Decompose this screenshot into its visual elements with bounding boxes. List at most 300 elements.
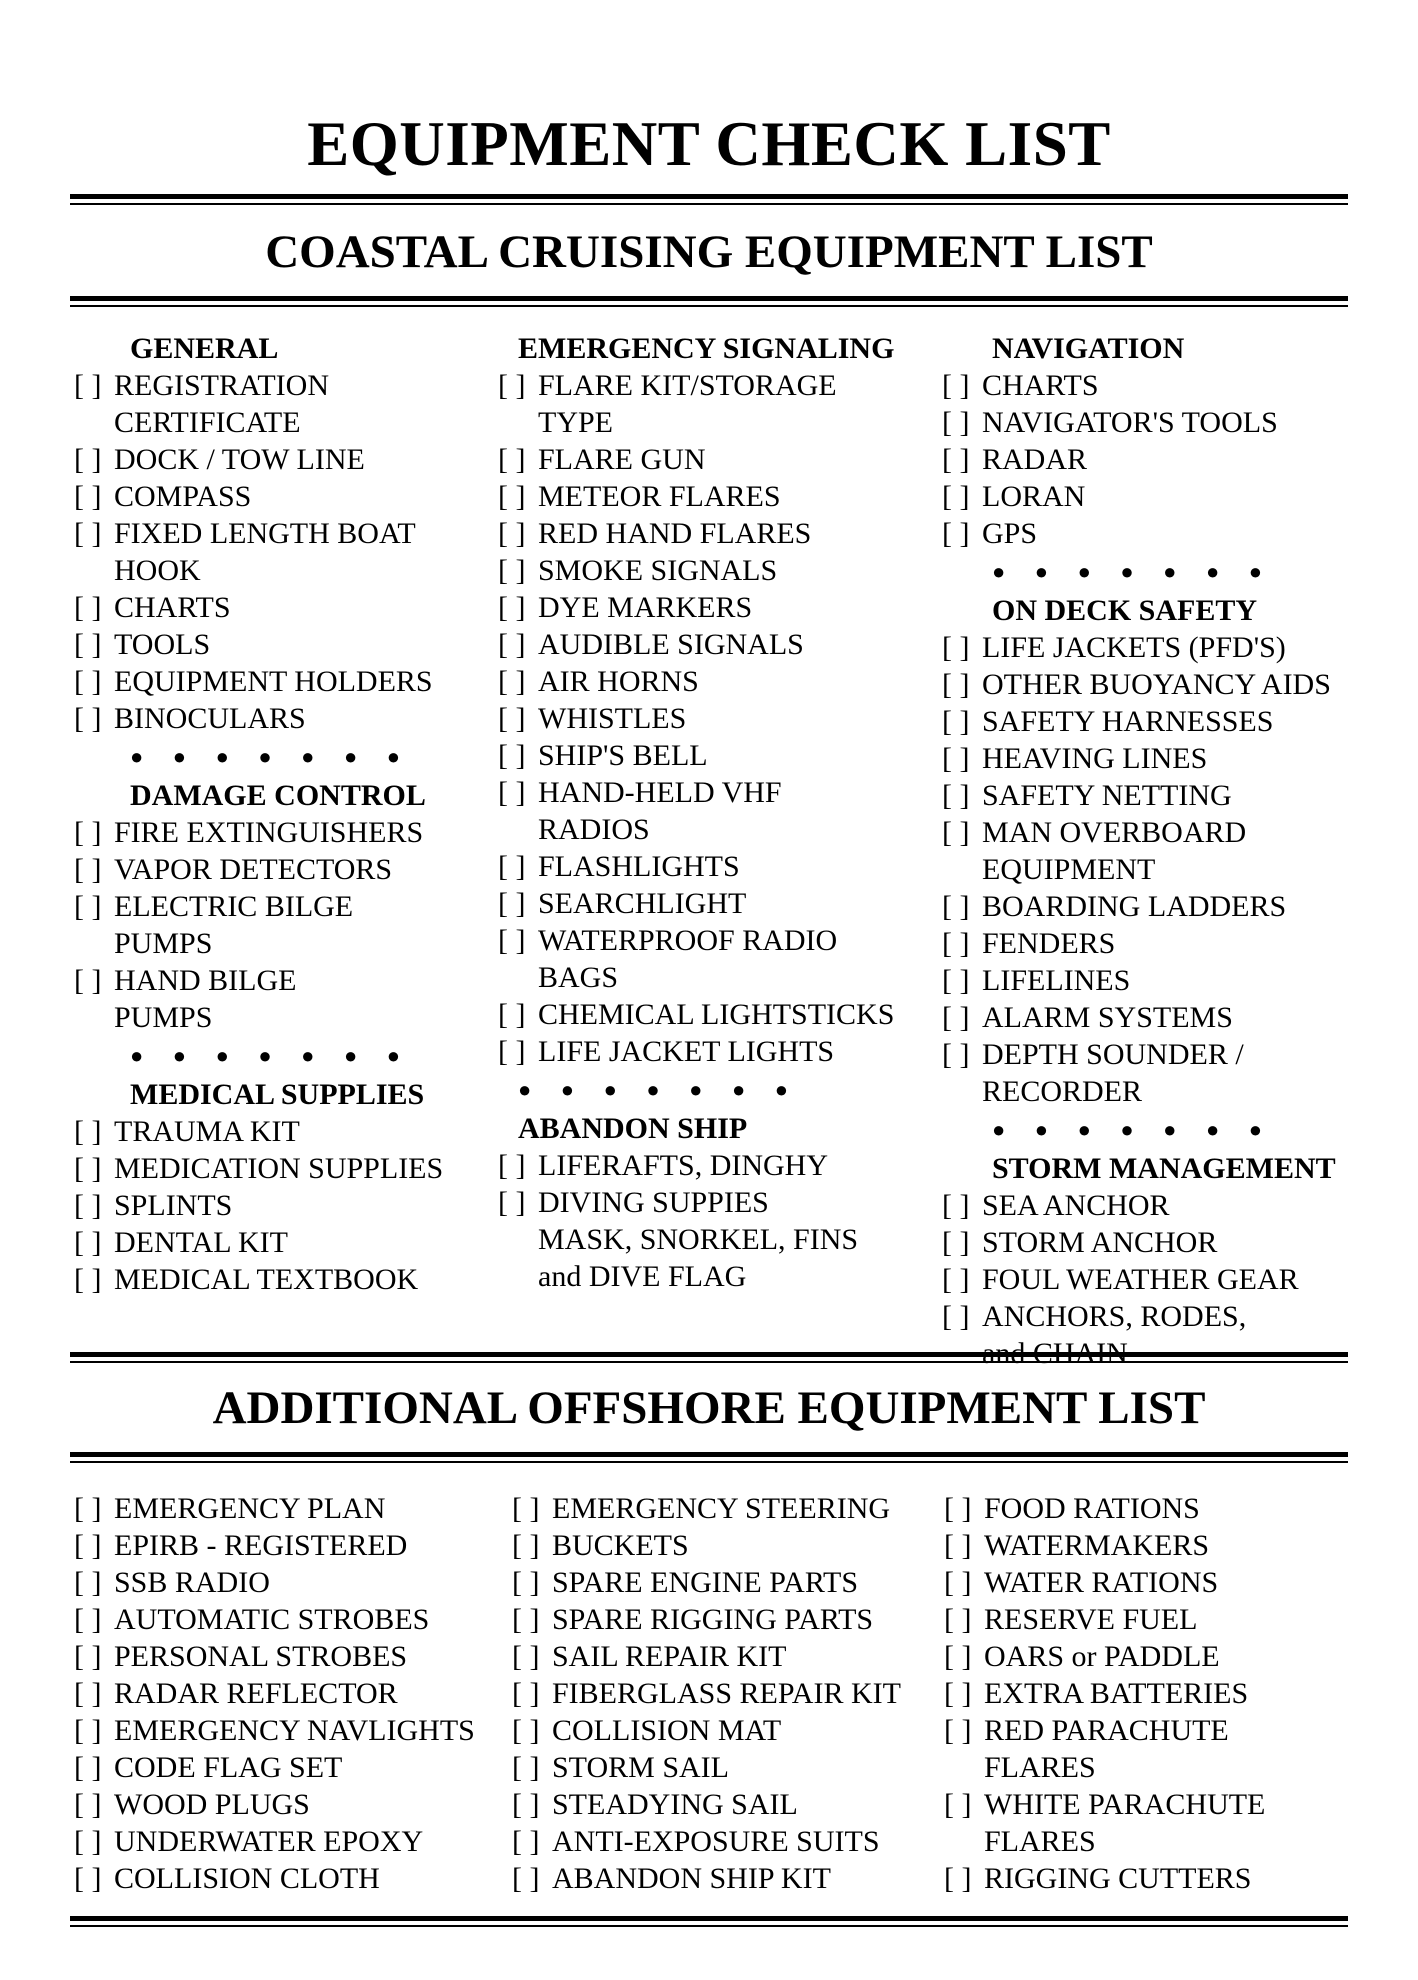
item-label: MAN OVERBOARD — [982, 816, 1247, 849]
checklist-item — [942, 925, 1336, 962]
checklist-item — [512, 1490, 901, 1527]
checkbox[interactable]: [ ] — [74, 890, 102, 923]
checklist-item — [74, 851, 443, 888]
checkbox[interactable]: [ ] — [74, 369, 102, 402]
coastal-column-3 — [942, 330, 1336, 1372]
item-label: FIRE EXTINGUISHERS — [114, 816, 424, 849]
offshore-column-3 — [944, 1490, 1265, 1897]
checkbox[interactable]: [ ] — [74, 443, 102, 476]
checkbox[interactable]: [ ] — [944, 1788, 972, 1821]
checkbox[interactable]: [ ] — [74, 1751, 102, 1784]
checklist-item — [74, 626, 443, 663]
section-heading: DAMAGE CONTROL — [130, 779, 426, 812]
checklist-item — [512, 1675, 901, 1712]
checklist-item — [498, 515, 894, 552]
item-label: SEARCHLIGHT — [538, 887, 747, 920]
checkbox[interactable]: [ ] — [942, 406, 970, 439]
item-label: GPS — [982, 517, 1038, 550]
item-label-continued: and DIVE FLAG — [538, 1260, 747, 1293]
checkbox[interactable]: [ ] — [498, 517, 526, 550]
item-label: EQUIPMENT HOLDERS — [114, 665, 433, 698]
offshore-divider-thin — [70, 1461, 1348, 1463]
item-label-continued: PUMPS — [114, 1001, 213, 1034]
coastal-divider — [70, 296, 1348, 301]
checkbox[interactable]: [ ] — [512, 1751, 540, 1784]
checklist-item — [74, 1823, 475, 1860]
offshore-divider-top — [70, 1352, 1348, 1357]
checkbox[interactable]: [ ] — [512, 1603, 540, 1636]
checklist-item — [942, 441, 1336, 478]
item-label: METEOR FLARES — [538, 480, 781, 513]
item-label: COLLISION CLOTH — [114, 1862, 380, 1895]
checklist-item — [498, 885, 894, 922]
checklist-item — [74, 1675, 475, 1712]
item-label: LIFERAFTS, DINGHY — [538, 1149, 829, 1182]
item-label: EMERGENCY PLAN — [114, 1492, 386, 1525]
checklist-item — [942, 999, 1336, 1036]
checkbox[interactable]: [ ] — [74, 628, 102, 661]
checklist-item — [944, 1860, 1265, 1897]
checkbox[interactable]: [ ] — [498, 924, 526, 957]
offshore-section-title: ADDITIONAL OFFSHORE EQUIPMENT LIST — [212, 1382, 1206, 1434]
section-heading: EMERGENCY SIGNALING — [518, 332, 895, 365]
checkbox[interactable]: [ ] — [942, 668, 970, 701]
item-label: FOOD RATIONS — [984, 1492, 1200, 1525]
section-heading: GENERAL — [130, 332, 279, 365]
checklist-item — [74, 441, 443, 478]
item-label: WATER RATIONS — [984, 1566, 1219, 1599]
offshore-divider-top-thin — [70, 1361, 1348, 1363]
checklist-item — [512, 1601, 901, 1638]
item-label: RADAR — [982, 443, 1088, 476]
checklist-item — [74, 1860, 475, 1897]
bottom-divider — [70, 1916, 1348, 1921]
item-label: DYE MARKERS — [538, 591, 753, 624]
checkbox[interactable]: [ ] — [512, 1788, 540, 1821]
item-label: CHARTS — [982, 369, 1099, 402]
checklist-item — [512, 1786, 901, 1823]
checkbox[interactable]: [ ] — [942, 369, 970, 402]
checklist-item — [498, 367, 894, 441]
checkbox[interactable]: [ ] — [74, 1492, 102, 1525]
checklist-item — [942, 740, 1336, 777]
checklist-item — [942, 777, 1336, 814]
checkbox[interactable]: [ ] — [942, 816, 970, 849]
checkbox[interactable]: [ ] — [74, 1115, 102, 1148]
item-label: RADAR REFLECTOR — [114, 1677, 398, 1710]
item-label: WATERPROOF RADIO — [538, 924, 838, 957]
item-label-continued: FLARES — [984, 1751, 1096, 1784]
item-label: EMERGENCY STEERING — [552, 1492, 891, 1525]
checkbox[interactable]: [ ] — [944, 1566, 972, 1599]
checklist-item — [498, 922, 894, 996]
item-label-continued: and CHAIN — [982, 1337, 1128, 1370]
checklist-item — [942, 478, 1336, 515]
checklist-item — [498, 700, 894, 737]
checkbox[interactable]: [ ] — [942, 779, 970, 812]
checkbox[interactable]: [ ] — [498, 702, 526, 735]
checkbox[interactable]: [ ] — [942, 1038, 970, 1071]
checklist-item — [942, 666, 1336, 703]
checklist-item — [944, 1712, 1265, 1786]
checklist-item — [512, 1638, 901, 1675]
checkbox[interactable]: [ ] — [942, 742, 970, 775]
item-label: UNDERWATER EPOXY — [114, 1825, 424, 1858]
checklist-item — [512, 1564, 901, 1601]
item-label: LIFE JACKETS (PFD'S) — [982, 631, 1286, 664]
item-label: ANCHORS, RODES, — [982, 1300, 1247, 1333]
item-label-continued: EQUIPMENT — [982, 853, 1156, 886]
checklist-item — [944, 1527, 1265, 1564]
checkbox[interactable]: [ ] — [74, 816, 102, 849]
checklist-item — [74, 1261, 443, 1298]
checklist-item — [942, 888, 1336, 925]
checkbox[interactable]: [ ] — [512, 1714, 540, 1747]
item-label: BUCKETS — [552, 1529, 689, 1562]
item-label: HAND BILGE — [114, 964, 297, 997]
checklist-item — [498, 441, 894, 478]
checklist-item — [512, 1527, 901, 1564]
checkbox[interactable]: [ ] — [942, 517, 970, 550]
item-label: STORM ANCHOR — [982, 1226, 1218, 1259]
checkbox[interactable]: [ ] — [74, 1862, 102, 1895]
checkbox[interactable]: [ ] — [942, 1001, 970, 1034]
checklist-item — [74, 1150, 443, 1187]
item-label: BOARDING LADDERS — [982, 890, 1287, 923]
item-label-continued: MASK, SNORKEL, FINS — [538, 1223, 859, 1256]
checkbox[interactable]: [ ] — [498, 1186, 526, 1219]
checkbox[interactable]: [ ] — [942, 890, 970, 923]
page-title: EQUIPMENT CHECK LIST — [307, 109, 1111, 179]
checkbox[interactable]: [ ] — [74, 1189, 102, 1222]
checklist-item — [942, 1224, 1336, 1261]
checklist-item — [74, 1527, 475, 1564]
checklist-item — [512, 1860, 901, 1897]
item-label: LORAN — [982, 480, 1086, 513]
coastal-column-2 — [498, 330, 894, 1295]
item-label: SPLINTS — [114, 1189, 233, 1222]
section-separator-dots: ● ● ● ● ● ● ● — [518, 1077, 801, 1102]
item-label: WOOD PLUGS — [114, 1788, 310, 1821]
checklist-item — [944, 1601, 1265, 1638]
item-label: SMOKE SIGNALS — [538, 554, 778, 587]
checklist-item — [942, 703, 1336, 740]
checkbox[interactable]: [ ] — [498, 1035, 526, 1068]
checkbox[interactable]: [ ] — [944, 1862, 972, 1895]
checkbox[interactable]: [ ] — [942, 1300, 970, 1333]
item-label: MEDICATION SUPPLIES — [114, 1152, 444, 1185]
checkbox[interactable]: [ ] — [944, 1603, 972, 1636]
item-label: DENTAL KIT — [114, 1226, 288, 1259]
checklist-item — [942, 1261, 1336, 1298]
item-label-continued: TYPE — [538, 406, 613, 439]
item-label: BINOCULARS — [114, 702, 306, 735]
checkbox[interactable]: [ ] — [942, 705, 970, 738]
item-label: COLLISION MAT — [552, 1714, 782, 1747]
checkbox[interactable]: [ ] — [498, 480, 526, 513]
item-label: WHITE PARACHUTE — [984, 1788, 1266, 1821]
checkbox[interactable]: [ ] — [512, 1566, 540, 1599]
item-label-continued: HOOK — [114, 554, 201, 587]
section-separator-dots: ● ● ● ● ● ● ● — [992, 559, 1275, 584]
checklist-item — [942, 629, 1336, 666]
checkbox[interactable]: [ ] — [944, 1492, 972, 1525]
checklist-item — [512, 1712, 901, 1749]
item-label: LIFELINES — [982, 964, 1131, 997]
checklist-item — [498, 996, 894, 1033]
checklist-item — [498, 626, 894, 663]
checklist-item — [498, 663, 894, 700]
checklist-item — [944, 1786, 1265, 1860]
checklist-item — [944, 1564, 1265, 1601]
checkbox[interactable]: [ ] — [498, 739, 526, 772]
item-label: CODE FLAG SET — [114, 1751, 343, 1784]
checkbox[interactable]: [ ] — [512, 1677, 540, 1710]
item-label: MEDICAL TEXTBOOK — [114, 1263, 419, 1296]
checklist-item — [74, 814, 443, 851]
checklist-item — [944, 1638, 1265, 1675]
checklist-item — [74, 700, 443, 737]
item-label-continued: FLARES — [984, 1825, 1096, 1858]
item-label: ELECTRIC BILGE — [114, 890, 354, 923]
item-label: SAFETY NETTING — [982, 779, 1232, 812]
item-label: DIVING SUPPIES — [538, 1186, 769, 1219]
checkbox[interactable]: [ ] — [74, 665, 102, 698]
item-label: SSB RADIO — [114, 1566, 270, 1599]
checkbox[interactable]: [ ] — [74, 1263, 102, 1296]
bottom-divider-thin — [70, 1925, 1348, 1927]
item-label: EMERGENCY NAVLIGHTS — [114, 1714, 475, 1747]
checkbox[interactable]: [ ] — [944, 1529, 972, 1562]
checkbox[interactable]: [ ] — [512, 1492, 540, 1525]
checkbox[interactable]: [ ] — [942, 964, 970, 997]
checklist-item — [942, 1187, 1336, 1224]
checklist-item — [74, 589, 443, 626]
checkbox[interactable]: [ ] — [498, 776, 526, 809]
item-label: RIGGING CUTTERS — [984, 1862, 1252, 1895]
checklist-item — [512, 1749, 901, 1786]
item-label: REGISTRATION — [114, 369, 329, 402]
item-label-continued: RADIOS — [538, 813, 650, 846]
item-label: HAND-HELD VHF — [538, 776, 782, 809]
item-label: SPARE ENGINE PARTS — [552, 1566, 859, 1599]
item-label: HEAVING LINES — [982, 742, 1208, 775]
checkbox[interactable]: [ ] — [942, 631, 970, 664]
checkbox[interactable]: [ ] — [74, 853, 102, 886]
checkbox[interactable]: [ ] — [942, 480, 970, 513]
checkbox[interactable]: [ ] — [74, 1825, 102, 1858]
checkbox[interactable]: [ ] — [942, 1263, 970, 1296]
item-label-continued: PUMPS — [114, 927, 213, 960]
checklist-item — [74, 1786, 475, 1823]
item-label: COMPASS — [114, 480, 252, 513]
checklist-item — [942, 962, 1336, 999]
checklist-item — [512, 1823, 901, 1860]
checkbox[interactable]: [ ] — [74, 1152, 102, 1185]
checkbox[interactable]: [ ] — [498, 628, 526, 661]
checklist-item — [74, 1601, 475, 1638]
checklist-item — [74, 1187, 443, 1224]
checklist-item — [74, 1712, 475, 1749]
item-label: RED HAND FLARES — [538, 517, 812, 550]
checkbox[interactable]: [ ] — [74, 591, 102, 624]
item-label: AUDIBLE SIGNALS — [538, 628, 804, 661]
checkbox[interactable]: [ ] — [498, 850, 526, 883]
item-label-continued: CERTIFICATE — [114, 406, 301, 439]
item-label: OTHER BUOYANCY AIDS — [982, 668, 1331, 701]
item-label: FIBERGLASS REPAIR KIT — [552, 1677, 901, 1710]
item-label: FLASHLIGHTS — [538, 850, 740, 883]
checkbox[interactable]: [ ] — [498, 591, 526, 624]
checkbox[interactable]: [ ] — [512, 1825, 540, 1858]
checkbox[interactable]: [ ] — [498, 1149, 526, 1182]
item-label-continued: BAGS — [538, 961, 619, 994]
checklist-item — [942, 404, 1336, 441]
offshore-column-2 — [512, 1490, 901, 1897]
checklist-item — [74, 1113, 443, 1150]
checkbox[interactable]: [ ] — [74, 480, 102, 513]
checklist-item — [498, 737, 894, 774]
item-label: ALARM SYSTEMS — [982, 1001, 1233, 1034]
item-label: FOUL WEATHER GEAR — [982, 1263, 1299, 1296]
checklist-item — [74, 663, 443, 700]
checkbox[interactable]: [ ] — [74, 964, 102, 997]
checkbox[interactable]: [ ] — [74, 1788, 102, 1821]
item-label: SAFETY HARNESSES — [982, 705, 1274, 738]
checkbox[interactable]: [ ] — [74, 1640, 102, 1673]
item-label: WATERMAKERS — [984, 1529, 1210, 1562]
title-divider-thin — [70, 203, 1348, 205]
checklist-item — [498, 552, 894, 589]
checklist-item — [498, 1184, 894, 1295]
checkbox[interactable]: [ ] — [512, 1529, 540, 1562]
checklist-item — [74, 1564, 475, 1601]
checkbox[interactable]: [ ] — [498, 998, 526, 1031]
checkbox[interactable]: [ ] — [74, 1566, 102, 1599]
item-label-continued: RECORDER — [982, 1075, 1143, 1108]
item-label: SHIP'S BELL — [538, 739, 708, 772]
checkbox[interactable]: [ ] — [944, 1677, 972, 1710]
checkbox[interactable]: [ ] — [512, 1862, 540, 1895]
title-divider — [70, 194, 1348, 199]
checkbox[interactable]: [ ] — [498, 665, 526, 698]
checkbox[interactable]: [ ] — [74, 517, 102, 550]
section-separator-dots: ● ● ● ● ● ● ● — [130, 744, 413, 769]
checkbox[interactable]: [ ] — [74, 1714, 102, 1747]
item-label: RED PARACHUTE — [984, 1714, 1229, 1747]
item-label: EPIRB - REGISTERED — [114, 1529, 408, 1562]
item-label: OARS or PADDLE — [984, 1640, 1220, 1673]
checkbox[interactable]: [ ] — [74, 1529, 102, 1562]
checklist-item — [498, 478, 894, 515]
item-label: SEA ANCHOR — [982, 1189, 1170, 1222]
checklist-item — [74, 962, 443, 1036]
item-label: VAPOR DETECTORS — [114, 853, 393, 886]
item-label: EXTRA BATTERIES — [984, 1677, 1249, 1710]
checklist-item — [74, 1749, 475, 1786]
item-label: FLARE GUN — [538, 443, 706, 476]
item-label: SPARE RIGGING PARTS — [552, 1603, 874, 1636]
item-label: FENDERS — [982, 927, 1116, 960]
checkbox[interactable]: [ ] — [74, 1226, 102, 1259]
item-label: CHEMICAL LIGHTSTICKS — [538, 998, 895, 1031]
checklist-item — [944, 1490, 1265, 1527]
checkbox[interactable]: [ ] — [944, 1714, 972, 1747]
item-label: TOOLS — [114, 628, 211, 661]
item-label: RESERVE FUEL — [984, 1603, 1198, 1636]
item-label: DEPTH SOUNDER / — [982, 1038, 1244, 1071]
item-label: CHARTS — [114, 591, 231, 624]
checklist-item — [942, 367, 1336, 404]
checkbox[interactable]: [ ] — [512, 1640, 540, 1673]
item-label: NAVIGATOR'S TOOLS — [982, 406, 1278, 439]
checklist-item — [74, 1224, 443, 1261]
section-separator-dots: ● ● ● ● ● ● ● — [992, 1117, 1275, 1142]
item-label: LIFE JACKET LIGHTS — [538, 1035, 835, 1068]
coastal-column-1 — [74, 330, 443, 1298]
item-label: PERSONAL STROBES — [114, 1640, 408, 1673]
item-label: FLARE KIT/STORAGE — [538, 369, 837, 402]
checklist-item — [942, 814, 1336, 888]
coastal-section-title: COASTAL CRUISING EQUIPMENT LIST — [265, 226, 1153, 278]
checklist-item — [74, 367, 443, 441]
section-heading: ABANDON SHIP — [518, 1112, 748, 1145]
item-label: AUTOMATIC STROBES — [114, 1603, 430, 1636]
item-label: WHISTLES — [538, 702, 687, 735]
checklist-item — [74, 478, 443, 515]
checklist-item — [498, 774, 894, 848]
checkbox[interactable]: [ ] — [942, 927, 970, 960]
checkbox[interactable]: [ ] — [498, 443, 526, 476]
offshore-divider — [70, 1452, 1348, 1457]
item-label: ANTI-EXPOSURE SUITS — [552, 1825, 880, 1858]
checklist-item — [74, 888, 443, 962]
checkbox[interactable]: [ ] — [498, 554, 526, 587]
item-label: DOCK / TOW LINE — [114, 443, 365, 476]
checklist-item — [74, 515, 443, 589]
item-label: AIR HORNS — [538, 665, 699, 698]
item-label: ABANDON SHIP KIT — [552, 1862, 831, 1895]
checkbox[interactable]: [ ] — [74, 1603, 102, 1636]
checklist-item — [498, 589, 894, 626]
checklist-item — [74, 1490, 475, 1527]
section-separator-dots: ● ● ● ● ● ● ● — [130, 1043, 413, 1068]
checklist-item — [944, 1675, 1265, 1712]
checkbox[interactable]: [ ] — [944, 1640, 972, 1673]
checkbox[interactable]: [ ] — [74, 1677, 102, 1710]
checklist-item — [498, 1147, 894, 1184]
item-label: TRAUMA KIT — [114, 1115, 300, 1148]
section-heading: NAVIGATION — [992, 332, 1185, 365]
section-heading: STORM MANAGEMENT — [992, 1152, 1336, 1185]
item-label: SAIL REPAIR KIT — [552, 1640, 787, 1673]
checklist-item — [942, 515, 1336, 552]
checkbox[interactable]: [ ] — [942, 1226, 970, 1259]
checkbox[interactable]: [ ] — [498, 369, 526, 402]
item-label: STEADYING SAIL — [552, 1788, 798, 1821]
checklist-item — [74, 1638, 475, 1675]
checkbox[interactable]: [ ] — [942, 443, 970, 476]
checkbox[interactable]: [ ] — [74, 702, 102, 735]
offshore-column-1 — [74, 1490, 475, 1897]
checklist-item — [498, 848, 894, 885]
item-label: FIXED LENGTH BOAT — [114, 517, 416, 550]
checkbox[interactable]: [ ] — [942, 1189, 970, 1222]
checklist-item — [498, 1033, 894, 1070]
section-heading: MEDICAL SUPPLIES — [130, 1078, 425, 1111]
item-label: STORM SAIL — [552, 1751, 729, 1784]
checkbox[interactable]: [ ] — [498, 887, 526, 920]
